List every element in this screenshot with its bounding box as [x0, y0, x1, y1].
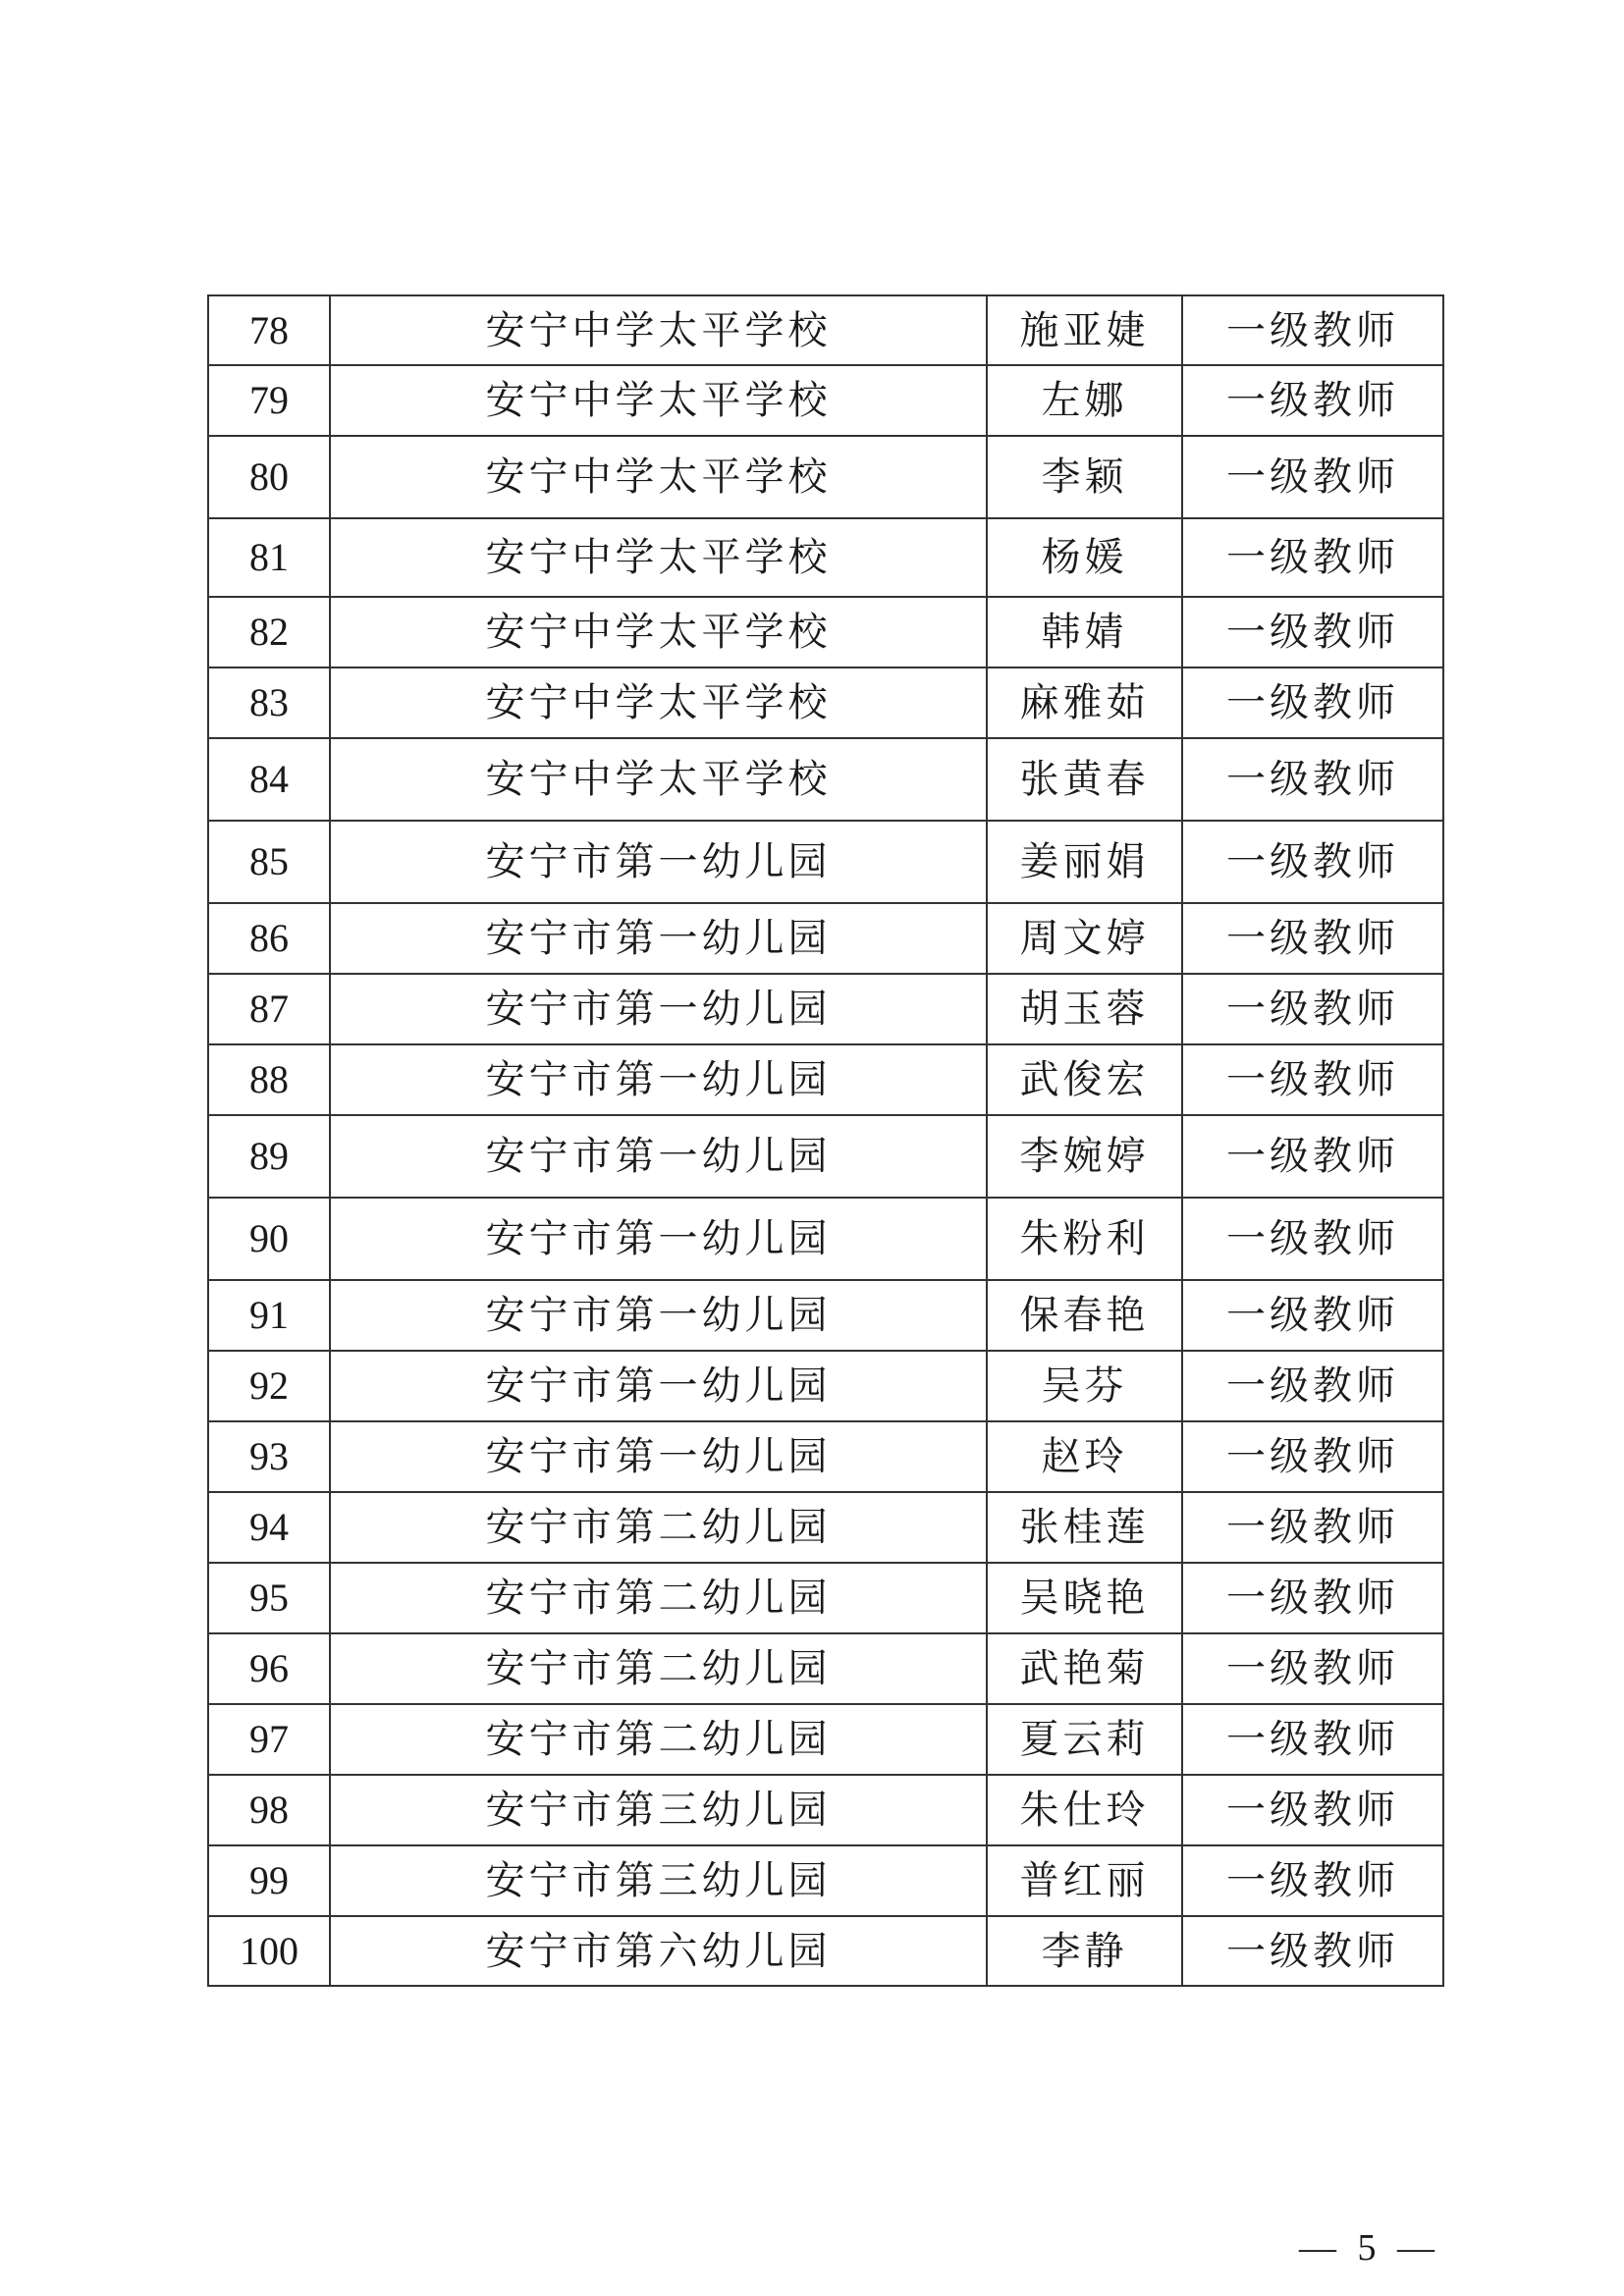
school-cell: 安宁市第六幼儿园 [330, 1916, 987, 1986]
teacher-title-cell: 一级教师 [1182, 1351, 1443, 1421]
teacher-name-cell: 韩婧 [987, 597, 1182, 667]
teacher-title-cell: 一级教师 [1182, 1704, 1443, 1775]
table-row [208, 903, 1443, 974]
teacher-name-cell: 吴芬 [987, 1351, 1182, 1421]
school-cell: 安宁市第一幼儿园 [330, 1115, 987, 1198]
table-row [208, 518, 1443, 597]
teacher-name-cell: 杨媛 [987, 518, 1182, 597]
teacher-name-cell: 朱仕玲 [987, 1775, 1182, 1845]
school-cell: 安宁中学太平学校 [330, 597, 987, 667]
teacher-name-cell: 张黄春 [987, 738, 1182, 821]
row-number-cell: 79 [208, 365, 330, 436]
table-row [208, 1198, 1443, 1280]
teacher-title-cell: 一级教师 [1182, 1115, 1443, 1198]
table-row [208, 1044, 1443, 1115]
teacher-title-cell: 一级教师 [1182, 1633, 1443, 1704]
table-row [208, 1704, 1443, 1775]
school-cell: 安宁中学太平学校 [330, 436, 987, 518]
school-cell: 安宁市第二幼儿园 [330, 1492, 987, 1563]
teacher-title-cell: 一级教师 [1182, 436, 1443, 518]
row-number-cell: 80 [208, 436, 330, 518]
school-cell: 安宁市第一幼儿园 [330, 903, 987, 974]
table-row [208, 436, 1443, 518]
row-number-cell: 94 [208, 1492, 330, 1563]
row-number-cell: 85 [208, 821, 330, 903]
teacher-title-cell: 一级教师 [1182, 1421, 1443, 1492]
row-number-cell: 98 [208, 1775, 330, 1845]
teacher-title-cell: 一级教师 [1182, 365, 1443, 436]
row-number-cell: 93 [208, 1421, 330, 1492]
table-row [208, 597, 1443, 667]
teacher-name-cell: 武俊宏 [987, 1044, 1182, 1115]
teacher-name-cell: 周文婷 [987, 903, 1182, 974]
teacher-title-cell: 一级教师 [1182, 1198, 1443, 1280]
teacher-title-cell: 一级教师 [1182, 1492, 1443, 1563]
table-row [208, 1563, 1443, 1633]
school-cell: 安宁市第一幼儿园 [330, 1280, 987, 1351]
table-row [208, 365, 1443, 436]
row-number-cell: 95 [208, 1563, 330, 1633]
teacher-name-cell: 胡玉蓉 [987, 974, 1182, 1044]
table-row [208, 1916, 1443, 1986]
table-row [208, 974, 1443, 1044]
teacher-title-cell: 一级教师 [1182, 295, 1443, 365]
teacher-name-cell: 武艳菊 [987, 1633, 1182, 1704]
teacher-name-cell: 赵玲 [987, 1421, 1182, 1492]
school-cell: 安宁中学太平学校 [330, 738, 987, 821]
teacher-name-cell: 左娜 [987, 365, 1182, 436]
table-row [208, 667, 1443, 738]
teacher-title-cell: 一级教师 [1182, 1280, 1443, 1351]
teacher-name-cell: 张桂莲 [987, 1492, 1182, 1563]
row-number-cell: 81 [208, 518, 330, 597]
teacher-name-cell: 吴晓艳 [987, 1563, 1182, 1633]
row-number-cell: 100 [208, 1916, 330, 1986]
table-row [208, 1845, 1443, 1916]
row-number-cell: 90 [208, 1198, 330, 1280]
row-number-cell: 91 [208, 1280, 330, 1351]
school-cell: 安宁市第一幼儿园 [330, 1351, 987, 1421]
school-cell: 安宁市第一幼儿园 [330, 821, 987, 903]
school-cell: 安宁市第三幼儿园 [330, 1775, 987, 1845]
school-cell: 安宁市第一幼儿园 [330, 974, 987, 1044]
school-cell: 安宁市第二幼儿园 [330, 1704, 987, 1775]
school-cell: 安宁市第一幼儿园 [330, 1421, 987, 1492]
table-row [208, 1421, 1443, 1492]
school-cell: 安宁中学太平学校 [330, 365, 987, 436]
table-body [208, 295, 1443, 1986]
table-row [208, 1492, 1443, 1563]
teacher-title-cell: 一级教师 [1182, 518, 1443, 597]
table-row [208, 295, 1443, 365]
teacher-name-cell: 普红丽 [987, 1845, 1182, 1916]
teacher-name-cell: 李婉婷 [987, 1115, 1182, 1198]
school-cell: 安宁市第一幼儿园 [330, 1044, 987, 1115]
row-number-cell: 89 [208, 1115, 330, 1198]
table-row [208, 1633, 1443, 1704]
table-row [208, 738, 1443, 821]
school-cell: 安宁市第一幼儿园 [330, 1198, 987, 1280]
teacher-title-cell: 一级教师 [1182, 821, 1443, 903]
teacher-name-cell: 姜丽娟 [987, 821, 1182, 903]
teacher-name-cell: 夏云莉 [987, 1704, 1182, 1775]
teacher-name-cell: 麻雅茹 [987, 667, 1182, 738]
teacher-title-cell: 一级教师 [1182, 1916, 1443, 1986]
teacher-name-cell: 李静 [987, 1916, 1182, 1986]
row-number-cell: 96 [208, 1633, 330, 1704]
teacher-title-cell: 一级教师 [1182, 1775, 1443, 1845]
school-cell: 安宁市第二幼儿园 [330, 1633, 987, 1704]
teacher-title-cell: 一级教师 [1182, 597, 1443, 667]
teacher-title-cell: 一级教师 [1182, 738, 1443, 821]
table-row [208, 1280, 1443, 1351]
page-number: — 5 — [1299, 2227, 1440, 2269]
teacher-list-table [207, 294, 1444, 1987]
table-row [208, 821, 1443, 903]
teacher-title-cell: 一级教师 [1182, 974, 1443, 1044]
teacher-name-cell: 朱粉利 [987, 1198, 1182, 1280]
teacher-title-cell: 一级教师 [1182, 1563, 1443, 1633]
row-number-cell: 86 [208, 903, 330, 974]
row-number-cell: 99 [208, 1845, 330, 1916]
teacher-name-cell: 施亚婕 [987, 295, 1182, 365]
row-number-cell: 82 [208, 597, 330, 667]
row-number-cell: 78 [208, 295, 330, 365]
teacher-name-cell: 李颖 [987, 436, 1182, 518]
school-cell: 安宁市第二幼儿园 [330, 1563, 987, 1633]
teacher-title-cell: 一级教师 [1182, 1845, 1443, 1916]
row-number-cell: 87 [208, 974, 330, 1044]
row-number-cell: 84 [208, 738, 330, 821]
school-cell: 安宁中学太平学校 [330, 295, 987, 365]
school-cell: 安宁市第三幼儿园 [330, 1845, 987, 1916]
school-cell: 安宁中学太平学校 [330, 518, 987, 597]
school-cell: 安宁中学太平学校 [330, 667, 987, 738]
teacher-title-cell: 一级教师 [1182, 1044, 1443, 1115]
teacher-title-cell: 一级教师 [1182, 903, 1443, 974]
teacher-name-cell: 保春艳 [987, 1280, 1182, 1351]
table-row [208, 1351, 1443, 1421]
table-row [208, 1775, 1443, 1845]
row-number-cell: 92 [208, 1351, 330, 1421]
row-number-cell: 83 [208, 667, 330, 738]
row-number-cell: 88 [208, 1044, 330, 1115]
table-row [208, 1115, 1443, 1198]
row-number-cell: 97 [208, 1704, 330, 1775]
teacher-title-cell: 一级教师 [1182, 667, 1443, 738]
